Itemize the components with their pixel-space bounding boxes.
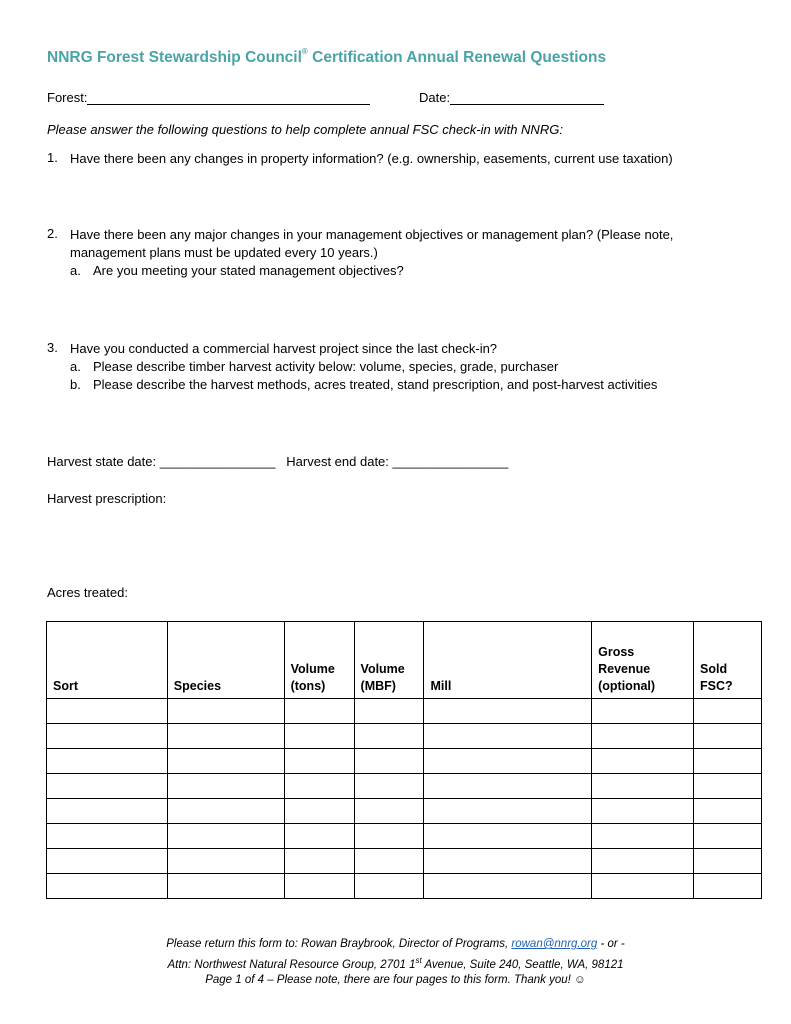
footer-line-1 — [0, 938, 791, 950]
table-cell[interactable] — [694, 849, 762, 874]
table-cell[interactable] — [694, 724, 762, 749]
table-cell[interactable] — [47, 724, 168, 749]
table-cell[interactable] — [47, 874, 168, 899]
table-cell[interactable] — [354, 699, 424, 724]
table-cell[interactable] — [592, 849, 694, 874]
table-cell[interactable] — [167, 749, 284, 774]
page-title — [47, 49, 606, 67]
table-cell[interactable] — [284, 774, 354, 799]
table-cell[interactable] — [284, 749, 354, 774]
table-cell[interactable] — [354, 774, 424, 799]
table-cell[interactable] — [354, 799, 424, 824]
question-text: Have you conducted a commercial harvest project since the last check-in? — [70, 341, 498, 356]
table-cell[interactable] — [47, 699, 168, 724]
table-row — [47, 774, 762, 799]
harvest-table — [46, 621, 762, 899]
table-cell[interactable] — [354, 874, 424, 899]
table-cell[interactable] — [167, 724, 284, 749]
table-cell[interactable] — [167, 849, 284, 874]
forest-field[interactable] — [87, 90, 370, 105]
table-cell[interactable] — [167, 774, 284, 799]
footer-line-3: Page 1 of 4 – Please note, there are four pages to this form. Thank you! ☺ — [205, 974, 586, 986]
question-3 — [47, 340, 767, 400]
question-number: 2. — [47, 226, 58, 241]
table-cell[interactable] — [47, 824, 168, 849]
harvest-start-label: Harvest state date: — [47, 454, 157, 469]
sub-question-text: Please describe the harvest methods, acres treated, stand prescription, and post-harvest activities — [93, 377, 658, 392]
table-cell[interactable] — [694, 749, 762, 774]
harvest-end-field[interactable]: ________________ — [392, 454, 509, 469]
footer-address-rest: Avenue, Suite 240, Seattle, WA, 98121 — [421, 958, 624, 971]
table-cell[interactable] — [424, 874, 592, 899]
table-cell[interactable] — [284, 799, 354, 824]
email-link[interactable]: rowan@nnrg.org — [511, 938, 598, 950]
table-row — [47, 874, 762, 899]
table-cell[interactable] — [694, 824, 762, 849]
table-cell[interactable] — [592, 799, 694, 824]
table-cell[interactable] — [424, 699, 592, 724]
title-rest: Certification Annual Renewal Questions — [307, 49, 607, 66]
table-cell[interactable] — [354, 724, 424, 749]
table-row — [47, 824, 762, 849]
forest-label: Forest: — [47, 90, 88, 105]
table-cell[interactable] — [354, 749, 424, 774]
question-text: Have there been any changes in property information? (e.g. ownership, easements, current use taxation) — [70, 151, 673, 166]
table-row — [47, 799, 762, 824]
table-cell[interactable] — [694, 774, 762, 799]
question-number: 3. — [47, 340, 58, 355]
column-header-sold-fsc: Sold FSC? — [694, 622, 762, 699]
question-2 — [47, 226, 767, 286]
table-cell[interactable] — [694, 799, 762, 824]
table-row — [47, 699, 762, 724]
table-cell[interactable] — [354, 824, 424, 849]
sub-question-text: Please describe timber harvest activity below: volume, species, grade, purchaser — [93, 359, 559, 374]
table-cell[interactable] — [167, 824, 284, 849]
harvest-prescription-label: Harvest prescription: — [47, 491, 167, 506]
table-cell[interactable] — [354, 849, 424, 874]
table-cell[interactable] — [592, 824, 694, 849]
table-cell[interactable] — [424, 799, 592, 824]
harvest-dates-row — [47, 454, 508, 469]
column-header-volume-mbf: Volume (MBF) — [354, 622, 424, 699]
harvest-start-field[interactable]: ________________ — [159, 454, 276, 469]
table-cell[interactable] — [424, 724, 592, 749]
column-header-gross-revenue: Gross Revenue (optional) — [592, 622, 694, 699]
table-cell[interactable] — [167, 699, 284, 724]
table-row — [47, 849, 762, 874]
question-text-line2: management plans must be updated every 10 years.) — [70, 245, 378, 260]
table-cell[interactable] — [694, 874, 762, 899]
forest-field-row — [47, 90, 370, 105]
table-cell[interactable] — [592, 874, 694, 899]
table-cell[interactable] — [284, 724, 354, 749]
table-cell[interactable] — [47, 774, 168, 799]
table-cell[interactable] — [47, 749, 168, 774]
question-text-line1: Have there been any major changes in your management objectives or management plan? (Please note, — [70, 227, 674, 242]
table-cell[interactable] — [284, 874, 354, 899]
table-cell[interactable] — [424, 824, 592, 849]
question-number: 1. — [47, 150, 58, 165]
column-header-species: Species — [167, 622, 284, 699]
footer-or-text: - or - — [597, 938, 625, 950]
table-cell[interactable] — [47, 849, 168, 874]
table-cell[interactable] — [424, 749, 592, 774]
table-cell[interactable] — [694, 699, 762, 724]
table-cell[interactable] — [424, 849, 592, 874]
harvest-end-label: Harvest end date: — [286, 454, 389, 469]
table-header-row — [47, 622, 762, 699]
table-cell[interactable] — [284, 849, 354, 874]
footer-ordinal: st — [415, 956, 422, 965]
table-cell[interactable] — [592, 774, 694, 799]
table-cell[interactable] — [167, 799, 284, 824]
sub-question-label: a. — [70, 263, 81, 278]
date-field[interactable] — [450, 90, 604, 105]
question-1 — [47, 150, 767, 170]
footer-return-text: Please return this form to: Rowan Braybrook, Director of Programs, — [166, 938, 512, 950]
column-header-sort: Sort — [47, 622, 168, 699]
footer-line-2 — [0, 956, 791, 971]
table-cell[interactable] — [424, 774, 592, 799]
acres-treated-label: Acres treated: — [47, 585, 128, 600]
title-main: NNRG Forest Stewardship Council — [47, 49, 302, 66]
registered-mark: ® — [301, 47, 308, 56]
date-label: Date: — [419, 90, 451, 105]
table-cell[interactable] — [592, 699, 694, 724]
table-cell[interactable] — [592, 749, 694, 774]
sub-question-text: Are you meeting your stated management objectives? — [93, 263, 404, 278]
column-header-mill: Mill — [424, 622, 592, 699]
footer-address-text: Attn: Northwest Natural Resource Group, 2701 1 — [167, 958, 416, 971]
sub-question-label: a. — [70, 359, 81, 374]
table-cell[interactable] — [47, 799, 168, 824]
column-header-volume-tons: Volume (tons) — [284, 622, 354, 699]
table-row — [47, 724, 762, 749]
instructions: Please answer the following questions to help complete annual FSC check-in with NNRG: — [47, 122, 563, 137]
table-row — [47, 749, 762, 774]
table-cell[interactable] — [284, 824, 354, 849]
table-cell[interactable] — [167, 874, 284, 899]
table-cell[interactable] — [284, 699, 354, 724]
table-cell[interactable] — [592, 724, 694, 749]
date-field-row — [419, 90, 604, 105]
sub-question-label: b. — [70, 377, 81, 392]
